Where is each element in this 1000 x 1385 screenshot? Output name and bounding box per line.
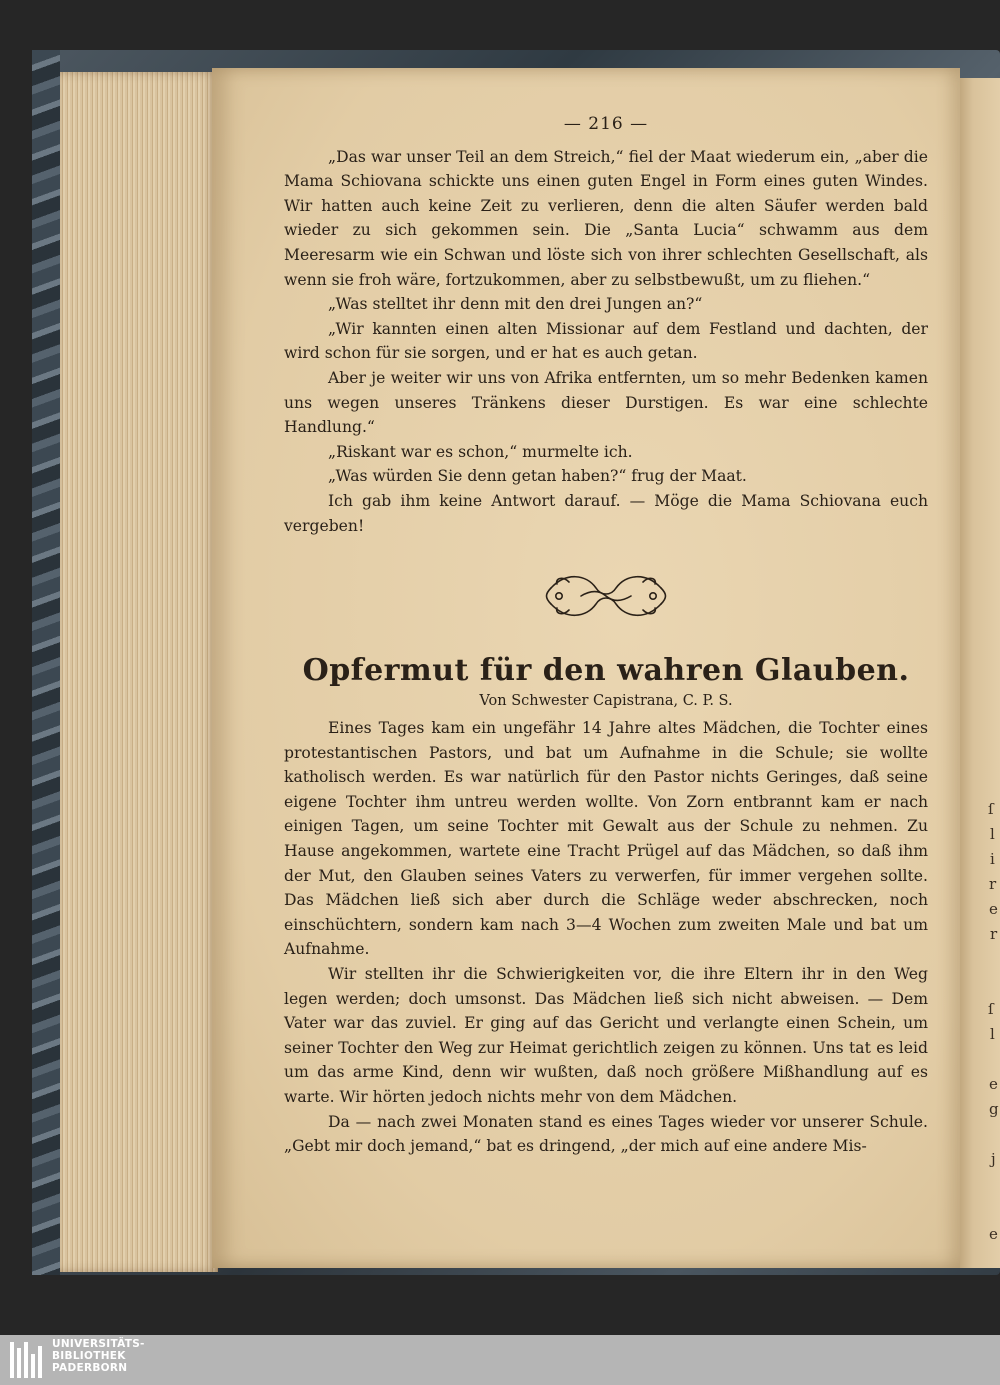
- article-byline: Von Schwester Capistrana, C. P. S.: [479, 693, 733, 710]
- paragraph: „Was würden Sie denn getan haben?“ frug der Maat.: [328, 467, 747, 486]
- facing-page-letter: l: [990, 825, 995, 843]
- paragraph: „Riskant war es schon,“ murmelte ich.: [328, 442, 633, 461]
- facing-page-letter: l: [990, 1025, 995, 1043]
- facing-page-letter: g: [989, 1100, 999, 1118]
- marbled-cover-edge: [32, 50, 60, 1275]
- footer-bar: [0, 1335, 1000, 1385]
- logo-line: UNIVERSITÄTS-: [52, 1338, 145, 1350]
- facing-page-letter: ſ: [988, 800, 994, 818]
- facing-page-letter: ſ: [988, 1000, 994, 1018]
- facing-page-letter: i: [990, 850, 995, 868]
- facing-page-letter: r: [990, 925, 998, 943]
- paragraph: „Wir kannten einen alten Missionar auf dem Festland und dachten, der wird schon für sie sorgen, und er hat es auch getan.: [284, 319, 928, 363]
- paragraph: Wir stellten ihr die Schwierigkeiten vor, die ihre Eltern ihr in den Weg legen werden; doch umsonst. Das Mädchen ließ sich nicht abweisen. — Dem Vater war das zuviel. Er ging auf das Gericht und verlangte einen Schein, um seiner Tochter den Weg zur Heimat gerichtlich zeigen zu können. Uns tat es leid um das arme Kind, denn wir wußten, daß noch größere Mißhandlung auf es warte. Wir hörten jedoch nichts mehr von dem Mädchen.: [284, 965, 928, 1106]
- library-logo-icon: [8, 1340, 48, 1380]
- library-logo-text: [52, 1338, 145, 1374]
- page-edges: [60, 72, 218, 1272]
- paragraph: „Das war unser Teil an dem Streich,“ fiel der Maat wiederum ein, „aber die Mama Schiovana schickte uns einen guten Engel in Form eines guten Windes. Wir hatten auch keine Zeit zu verlieren, denn die alten Säufer werden bald wieder zu sich gekommen sein. Die „Santa Lucia“ schwamm aus dem Meeresarm wie ein Schwan und löste sich von ihrer schlechten Gesellschaft, als wenn sie froh wäre, fortzukommen, aber zu selbstbewußt, um zu fliehen.“: [284, 147, 928, 289]
- facing-page-letter: j: [991, 1150, 996, 1168]
- paragraph: Eines Tages kam ein ungefähr 14 Jahre altes Mädchen, die Tochter eines protestantischen Pastors, und bat um Aufnahme in die Schule; sie wollte katholisch werden. Es war natürlich für den Pastor nichts Geringes, daß seine eigene Tochter ihm untreu werden wollte. Von Zorn entbrannt kam er nach einigen Tagen, um seine Tochter mit Gewalt aus der Schule zu nehmen. Zu Hause angekommen, wartete eine Tracht Prügel auf das Mädchen, so daß ihm der Mut, den Glauben seines Vaters zu verwerfen, für immer vergehen sollte. Das Mädchen ließ sich aber durch die Schläge weder abschrecken, noch einschüchtern, sondern kam nach 3—4 Wochen zum zweiten Male und bat um Aufnahme.: [284, 719, 928, 959]
- logo-line: PADERBORN: [52, 1362, 128, 1374]
- facing-page-letter: e: [989, 1075, 998, 1093]
- facing-page-letter: e: [989, 1225, 998, 1243]
- logo-line: BIBLIOTHEK: [52, 1350, 126, 1362]
- facing-page-letter: e: [989, 900, 998, 918]
- page-text: [284, 112, 928, 1159]
- page-number: — 216 —: [563, 114, 649, 134]
- facing-page-letter: r: [989, 875, 997, 893]
- paragraph: Aber je weiter wir uns von Afrika entfernten, um so mehr Bedenken kamen uns wegen unseres Tränkens dieser Durstigen. Es war eine schlechte Handlung.“: [284, 368, 928, 437]
- paragraph: „Was stelltet ihr denn mit den drei Jungen an?“: [328, 295, 703, 314]
- ornament-icon: [541, 568, 671, 624]
- paragraph: Ich gab ihm keine Antwort darauf. — Möge die Mama Schiovana euch vergeben!: [284, 491, 928, 535]
- paragraph: Da — nach zwei Monaten stand es eines Tages wieder vor unserer Schule. „Gebt mir doch jemand,“ bat es dringend, „der mich auf eine andere Mis-: [284, 1112, 928, 1156]
- article-title: Opfermut für den wahren Glauben.: [302, 653, 910, 689]
